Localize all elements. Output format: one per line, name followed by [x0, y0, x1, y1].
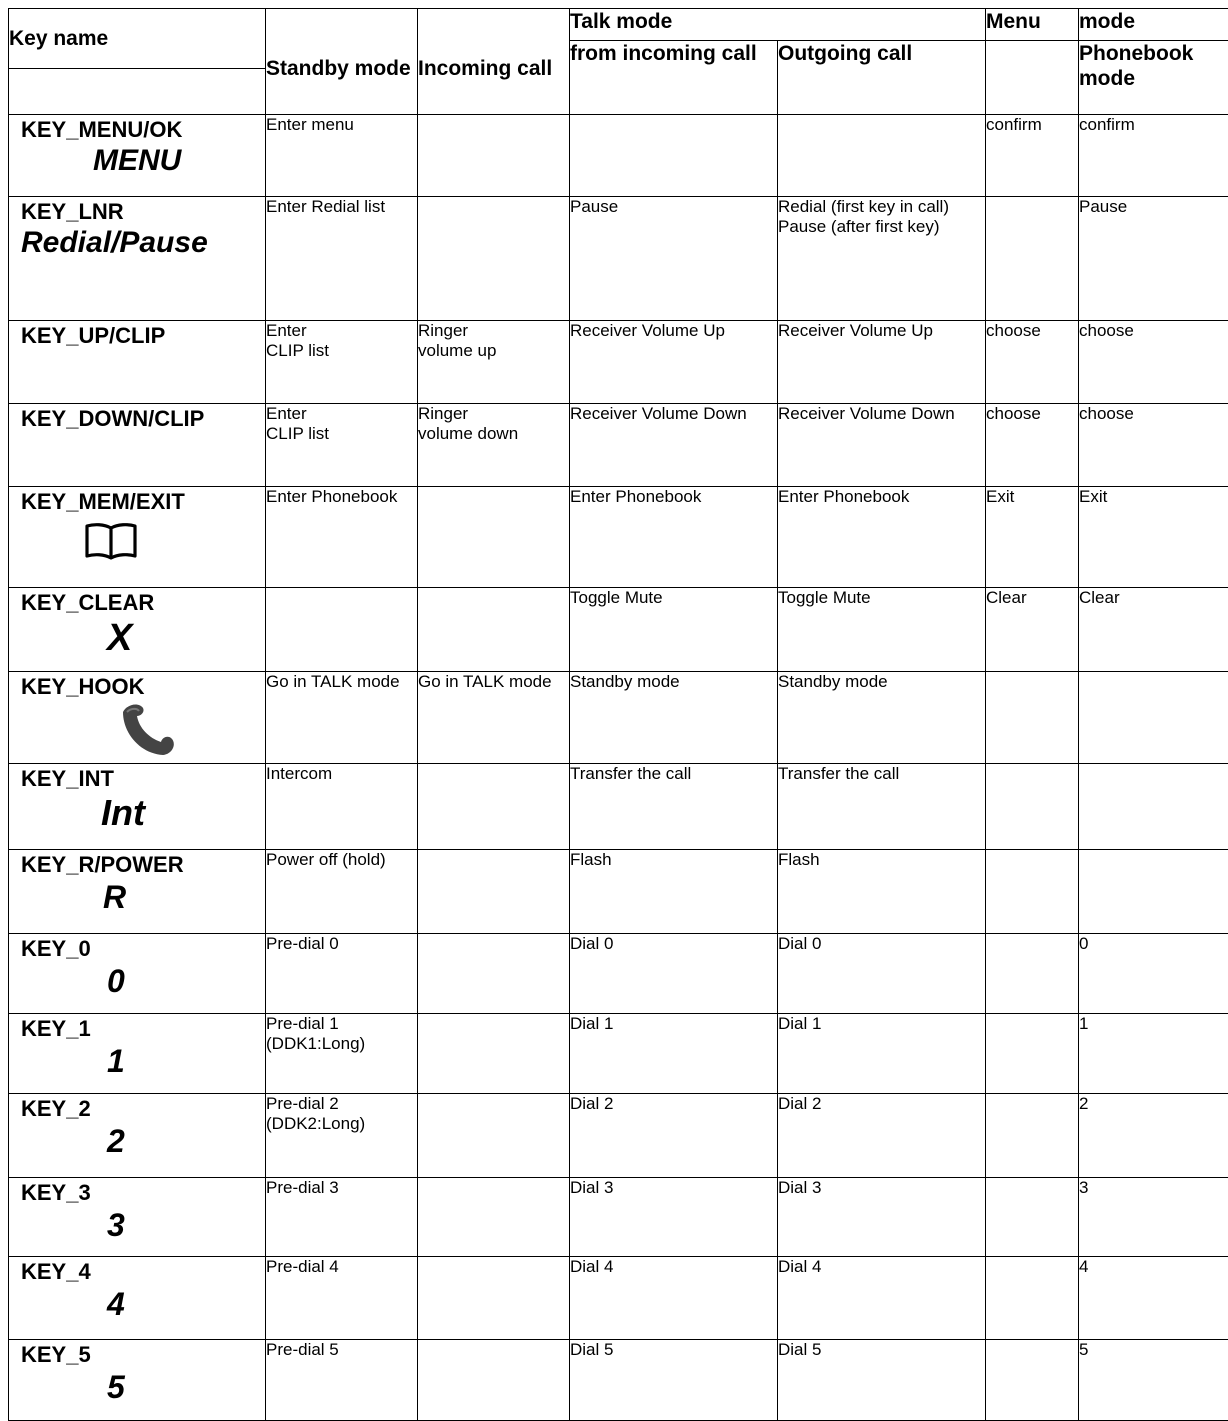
phonebook-mode-cell: 5: [1079, 1340, 1228, 1421]
key-name: KEY_UP/CLIP: [9, 321, 265, 349]
standby-mode-cell: Enter Redial list: [266, 197, 418, 321]
key-symbol: 5: [9, 1368, 265, 1406]
talk-from-incoming-cell: Standby mode: [570, 672, 778, 764]
key-name-cell: [9, 321, 266, 404]
table-row: [9, 1178, 1228, 1257]
menu-mode-cell: [986, 1014, 1079, 1094]
header-standby-mode: Standby mode: [266, 9, 418, 115]
key-name: KEY_4: [9, 1257, 265, 1285]
table-row: [9, 115, 1228, 197]
key-symbol: MENU: [9, 143, 265, 179]
standby-mode-cell: [266, 588, 418, 672]
incoming-call-cell: [418, 850, 570, 934]
table-row: [9, 404, 1228, 487]
talk-outgoing-cell: Dial 5: [778, 1340, 986, 1421]
header-key-name: Key name: [9, 9, 266, 69]
standby-mode-cell: Pre-dial 5: [266, 1340, 418, 1421]
phonebook-mode-cell: [1079, 672, 1228, 764]
key-name-cell: [9, 588, 266, 672]
talk-from-incoming-cell: Dial 2: [570, 1094, 778, 1178]
incoming-call-cell: [418, 1340, 570, 1421]
incoming-call-cell: [418, 764, 570, 850]
key-symbol: Int: [9, 792, 265, 834]
talk-from-incoming-cell: [570, 115, 778, 197]
book-icon: [9, 515, 265, 566]
phonebook-mode-cell: 3: [1079, 1178, 1228, 1257]
standby-mode-cell: Intercom: [266, 764, 418, 850]
talk-outgoing-cell: Flash: [778, 850, 986, 934]
header-menu: Menu: [986, 9, 1079, 41]
incoming-call-cell: [418, 1014, 570, 1094]
talk-from-incoming-cell: Receiver Volume Up: [570, 321, 778, 404]
header-menu-mode: mode: [1079, 9, 1228, 41]
table-row: [9, 197, 1228, 321]
key-name: KEY_0: [9, 934, 265, 962]
talk-outgoing-cell: Dial 1: [778, 1014, 986, 1094]
key-name-cell: [9, 1178, 266, 1257]
standby-mode-cell: Pre-dial 3: [266, 1178, 418, 1257]
phonebook-mode-cell: choose: [1079, 404, 1228, 487]
key-symbol: R: [9, 878, 265, 916]
key-name: KEY_INT: [9, 764, 265, 792]
table-row: [9, 850, 1228, 934]
key-name: KEY_MEM/EXIT: [9, 487, 265, 515]
talk-from-incoming-cell: Receiver Volume Down: [570, 404, 778, 487]
talk-from-incoming-cell: Pause: [570, 197, 778, 321]
talk-outgoing-cell: Dial 4: [778, 1257, 986, 1340]
menu-mode-cell: [986, 764, 1079, 850]
header-talk-outgoing: Outgoing call: [778, 41, 986, 115]
key-symbol: 3: [9, 1206, 265, 1244]
talk-from-incoming-cell: Toggle Mute: [570, 588, 778, 672]
incoming-call-cell: Ringer volume up: [418, 321, 570, 404]
key-name: KEY_HOOK: [9, 672, 265, 700]
standby-mode-cell: Go in TALK mode: [266, 672, 418, 764]
standby-mode-cell: Pre-dial 2 (DDK2:Long): [266, 1094, 418, 1178]
header-incoming-call: Incoming call: [418, 9, 570, 115]
table-row: [9, 764, 1228, 850]
key-name: KEY_1: [9, 1014, 265, 1042]
talk-outgoing-cell: Dial 0: [778, 934, 986, 1014]
talk-from-incoming-cell: Flash: [570, 850, 778, 934]
incoming-call-cell: [418, 1094, 570, 1178]
key-symbol: 2: [9, 1122, 265, 1160]
key-symbol: 1: [9, 1042, 265, 1080]
phonebook-mode-cell: 0: [1079, 934, 1228, 1014]
menu-mode-cell: [986, 850, 1079, 934]
menu-mode-cell: [986, 197, 1079, 321]
phonebook-mode-cell: [1079, 764, 1228, 850]
talk-from-incoming-cell: Dial 4: [570, 1257, 778, 1340]
key-name-cell: [9, 1257, 266, 1340]
table-row: [9, 1340, 1228, 1421]
key-name: KEY_DOWN/CLIP: [9, 404, 265, 432]
key-name: KEY_5: [9, 1340, 265, 1368]
phonebook-mode-cell: confirm: [1079, 115, 1228, 197]
phonebook-mode-cell: Clear: [1079, 588, 1228, 672]
header-talk-mode: Talk mode: [570, 9, 986, 41]
talk-from-incoming-cell: Transfer the call: [570, 764, 778, 850]
standby-mode-cell: Pre-dial 1 (DDK1:Long): [266, 1014, 418, 1094]
key-name: KEY_2: [9, 1094, 265, 1122]
key-name-cell: [9, 672, 266, 764]
talk-from-incoming-cell: Dial 3: [570, 1178, 778, 1257]
menu-mode-cell: [986, 1178, 1079, 1257]
key-name: KEY_R/POWER: [9, 850, 265, 878]
menu-mode-cell: [986, 1094, 1079, 1178]
table-row: [9, 672, 1228, 764]
menu-mode-cell: [986, 672, 1079, 764]
talk-outgoing-cell: Dial 3: [778, 1178, 986, 1257]
incoming-call-cell: [418, 588, 570, 672]
talk-outgoing-cell: Dial 2: [778, 1094, 986, 1178]
key-name: KEY_LNR: [9, 197, 265, 225]
menu-mode-cell: Exit: [986, 487, 1079, 588]
table-row: [9, 487, 1228, 588]
phonebook-mode-cell: Pause: [1079, 197, 1228, 321]
header-menu-blank: [986, 41, 1079, 115]
standby-mode-cell: Power off (hold): [266, 850, 418, 934]
header-key-name-blank: [9, 69, 266, 115]
phonebook-mode-cell: Exit: [1079, 487, 1228, 588]
menu-mode-cell: choose: [986, 404, 1079, 487]
menu-mode-cell: [986, 1340, 1079, 1421]
standby-mode-cell: Enter Phonebook: [266, 487, 418, 588]
key-name-cell: [9, 1014, 266, 1094]
table-row: [9, 321, 1228, 404]
menu-mode-cell: [986, 934, 1079, 1014]
standby-mode-cell: Pre-dial 4: [266, 1257, 418, 1340]
standby-mode-cell: Enter CLIP list: [266, 321, 418, 404]
key-symbol: 0: [9, 962, 265, 1000]
key-name: KEY_MENU/OK: [9, 115, 265, 143]
key-name-cell: [9, 197, 266, 321]
standby-mode-cell: Pre-dial 0: [266, 934, 418, 1014]
phonebook-mode-cell: choose: [1079, 321, 1228, 404]
key-name-cell: [9, 764, 266, 850]
talk-from-incoming-cell: Dial 0: [570, 934, 778, 1014]
table-row: [9, 1094, 1228, 1178]
talk-outgoing-cell: Enter Phonebook: [778, 487, 986, 588]
standby-mode-cell: Enter menu: [266, 115, 418, 197]
menu-mode-cell: choose: [986, 321, 1079, 404]
talk-outgoing-cell: Toggle Mute: [778, 588, 986, 672]
menu-mode-cell: [986, 1257, 1079, 1340]
incoming-call-cell: [418, 934, 570, 1014]
talk-from-incoming-cell: Dial 1: [570, 1014, 778, 1094]
key-name: KEY_3: [9, 1178, 265, 1206]
key-name-cell: [9, 487, 266, 588]
key-name-cell: [9, 850, 266, 934]
phonebook-mode-cell: 4: [1079, 1257, 1228, 1340]
incoming-call-cell: [418, 487, 570, 588]
talk-outgoing-cell: Redial (first key in call) Pause (after first key): [778, 197, 986, 321]
talk-outgoing-cell: Standby mode: [778, 672, 986, 764]
menu-mode-cell: confirm: [986, 115, 1079, 197]
key-name-cell: [9, 1094, 266, 1178]
table-body: [9, 115, 1228, 1421]
key-function-table: [8, 8, 1228, 1421]
phone-handset-icon: [9, 700, 265, 763]
standby-mode-cell: Enter CLIP list: [266, 404, 418, 487]
key-symbol: Redial/Pause: [9, 225, 265, 261]
key-name: KEY_CLEAR: [9, 588, 265, 616]
phonebook-mode-cell: 2: [1079, 1094, 1228, 1178]
talk-outgoing-cell: [778, 115, 986, 197]
key-name-cell: [9, 934, 266, 1014]
incoming-call-cell: [418, 115, 570, 197]
header-talk-from-incoming: from incoming call: [570, 41, 778, 115]
key-name-cell: [9, 1340, 266, 1421]
table-row: [9, 588, 1228, 672]
incoming-call-cell: [418, 1178, 570, 1257]
key-name-cell: [9, 404, 266, 487]
incoming-call-cell: [418, 197, 570, 321]
header-phonebook-mode: Phonebook mode: [1079, 41, 1228, 115]
incoming-call-cell: Ringer volume down: [418, 404, 570, 487]
key-symbol: X: [9, 616, 265, 660]
incoming-call-cell: [418, 1257, 570, 1340]
talk-outgoing-cell: Transfer the call: [778, 764, 986, 850]
talk-from-incoming-cell: Dial 5: [570, 1340, 778, 1421]
table-row: [9, 934, 1228, 1014]
table-row: [9, 1257, 1228, 1340]
table-row: [9, 1014, 1228, 1094]
incoming-call-cell: Go in TALK mode: [418, 672, 570, 764]
talk-from-incoming-cell: Enter Phonebook: [570, 487, 778, 588]
key-symbol: 4: [9, 1285, 265, 1323]
key-name-cell: [9, 115, 266, 197]
menu-mode-cell: Clear: [986, 588, 1079, 672]
talk-outgoing-cell: Receiver Volume Down: [778, 404, 986, 487]
phonebook-mode-cell: [1079, 850, 1228, 934]
talk-outgoing-cell: Receiver Volume Up: [778, 321, 986, 404]
phonebook-mode-cell: 1: [1079, 1014, 1228, 1094]
